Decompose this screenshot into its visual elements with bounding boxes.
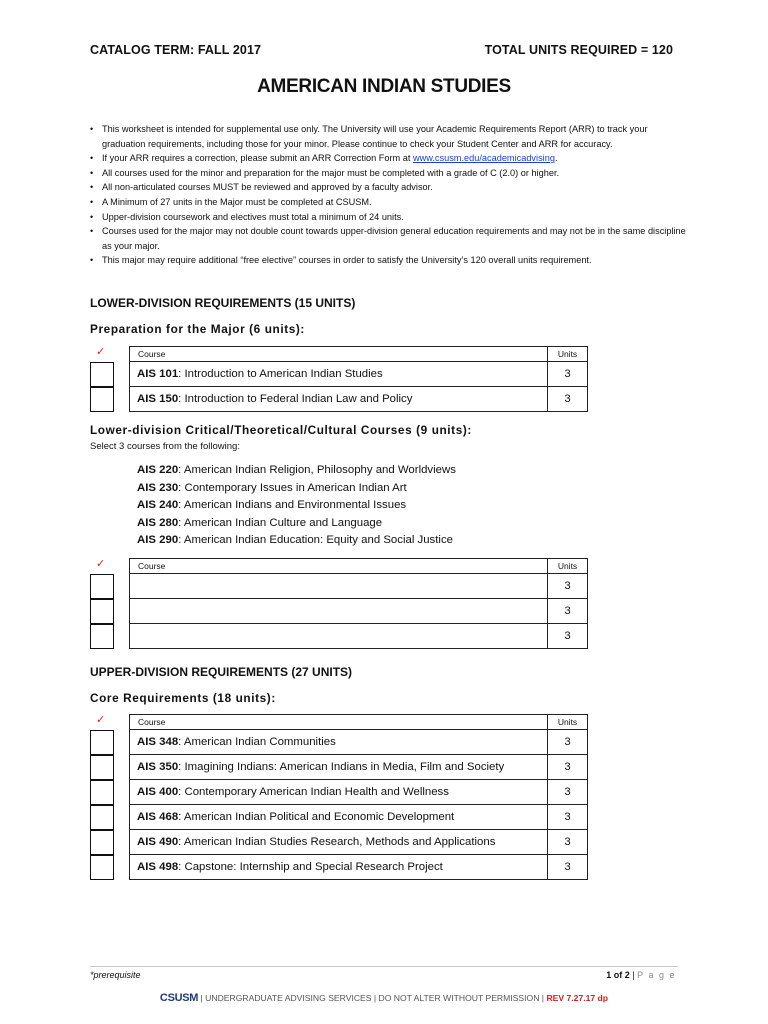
footer-divider <box>90 966 678 967</box>
table-row <box>130 780 588 805</box>
course-column-header: Course <box>130 715 548 730</box>
footer-text: | UNDERGRADUATE ADVISING SERVICES | DO NOT ALTER WITHOUT PERMISSION | <box>198 993 547 1003</box>
list-item: • This worksheet is intended for supplemental use only. The University will use your Academic Requirements Report (ARR) to track your graduation requirements, including those for your minor. Please continue to check your Student Center and ARR for accuracy. <box>90 122 690 151</box>
select-instruction: Select 3 courses from the following: <box>90 441 240 452</box>
total-units-required: TOTAL UNITS REQUIRED = 120 <box>484 43 673 57</box>
list-item: • All non-articulated courses MUST be reviewed and approved by a faculty advisor. <box>90 180 690 195</box>
table-row <box>130 855 588 880</box>
list-item: AIS 290: American Indian Education: Equity and Social Justice <box>137 534 453 546</box>
course-cell: AIS 150: Introduction to Federal Indian Law and Policy <box>130 387 548 412</box>
table-row <box>130 730 588 755</box>
table-row <box>130 362 588 387</box>
units-cell: 3 <box>548 780 588 805</box>
course-cell: AIS 101: Introduction to American Indian Studies <box>130 362 548 387</box>
table-header-row <box>130 715 588 730</box>
completion-checkbox[interactable] <box>90 830 114 855</box>
core-requirements-table <box>129 714 588 880</box>
course-cell: AIS 498: Capstone: Internship and Special Research Project <box>130 855 548 880</box>
core-requirements-heading: Core Requirements (18 units): <box>90 691 276 705</box>
upper-division-heading: UPPER-DIVISION REQUIREMENTS (27 UNITS) <box>90 665 353 679</box>
completion-checkbox[interactable] <box>90 855 114 880</box>
completion-checkbox[interactable] <box>90 755 114 780</box>
worksheet-notes <box>90 122 690 268</box>
csusm-logo: CSUSM <box>159 992 199 1004</box>
prerequisite-note: *prerequisite <box>90 970 141 980</box>
units-cell: 3 <box>548 730 588 755</box>
list-item: • Upper-division coursework and electives must total a minimum of 24 units. <box>90 210 690 225</box>
course-cell: AIS 490: American Indian Studies Research, Methods and Applications <box>130 830 548 855</box>
course-cell: AIS 468: American Indian Political and Economic Development <box>130 805 548 830</box>
course-entry-cell[interactable] <box>130 624 548 649</box>
course-column-header: Course <box>130 559 548 574</box>
course-options-list <box>137 462 456 550</box>
course-cell: AIS 400: Contemporary American Indian Health and Wellness <box>130 780 548 805</box>
units-column-header: Units <box>548 715 588 730</box>
units-cell: 3 <box>548 387 588 412</box>
course-entry-cell[interactable] <box>130 599 548 624</box>
lower-division-heading: LOWER-DIVISION REQUIREMENTS (15 UNITS) <box>90 296 356 310</box>
table-row <box>130 574 588 599</box>
units-cell: 3 <box>548 805 588 830</box>
revision-label: REV 7.27.17 dp <box>546 993 609 1003</box>
completion-checkbox[interactable] <box>90 599 114 624</box>
table-header-row <box>130 559 588 574</box>
list-item: • All courses used for the minor and preparation for the major must be completed with a grade of C (2.0) or higher. <box>90 166 690 181</box>
units-cell: 3 <box>548 755 588 780</box>
footer-bar <box>0 992 768 1004</box>
page-title: AMERICAN INDIAN STUDIES <box>257 76 511 97</box>
list-item: AIS 220: American Indian Religion, Philosophy and Worldviews <box>137 464 456 476</box>
list-item: AIS 280: American Indian Culture and Language <box>137 516 383 529</box>
table-row <box>130 830 588 855</box>
units-cell: 3 <box>548 855 588 880</box>
course-cell: AIS 348: American Indian Communities <box>130 730 548 755</box>
units-cell: 3 <box>548 830 588 855</box>
completion-checkbox[interactable] <box>90 387 114 412</box>
units-column-header: Units <box>548 347 588 362</box>
completion-checkbox[interactable] <box>90 805 114 830</box>
table-row <box>130 755 588 780</box>
list-item: • Courses used for the major may not double count towards upper-division general education requirements and may not be in the same discipline as your major. <box>90 224 690 253</box>
table-row <box>130 805 588 830</box>
table-row <box>130 599 588 624</box>
table-row <box>130 624 588 649</box>
academic-advising-link[interactable]: www.csusm.edu/academicadvising <box>412 153 555 164</box>
course-cell: AIS 350: Imagining Indians: American Indians in Media, Film and Society <box>130 755 548 780</box>
checkmark-icon: ✓ <box>96 558 106 570</box>
preparation-heading: Preparation for the Major (6 units): <box>90 322 305 336</box>
units-cell: 3 <box>548 574 588 599</box>
page-number: 1 of 2 | P a g e <box>606 970 676 980</box>
list-item: • A Minimum of 27 units in the Major must be completed at CSUSM. <box>90 195 690 210</box>
list-item: AIS 240: American Indians and Environmental Issues <box>137 499 407 511</box>
critical-courses-table <box>129 558 588 649</box>
table-header-row <box>130 347 588 362</box>
completion-checkbox[interactable] <box>90 624 114 649</box>
units-cell: 3 <box>548 624 588 649</box>
list-item: • If your ARR requires a correction, please submit an ARR Correction Form at www.csusm.edu/academicadvising. <box>90 151 690 166</box>
catalog-term: CATALOG TERM: FALL 2017 <box>90 43 262 57</box>
course-column-header: Course <box>130 347 548 362</box>
units-cell: 3 <box>548 599 588 624</box>
units-cell: 3 <box>548 362 588 387</box>
list-item: • This major may require additional “free elective” courses in order to satisfy the University’s 120 overall units requirement. <box>90 253 690 268</box>
completion-checkbox[interactable] <box>90 574 114 599</box>
list-item: AIS 230: Contemporary Issues in American Indian Art <box>137 481 407 494</box>
course-entry-cell[interactable] <box>130 574 548 599</box>
table-row <box>130 387 588 412</box>
checkmark-icon: ✓ <box>96 346 106 358</box>
completion-checkbox[interactable] <box>90 730 114 755</box>
completion-checkbox[interactable] <box>90 780 114 805</box>
critical-courses-heading: Lower-division Critical/Theoretical/Cultural Courses (9 units): <box>90 423 472 437</box>
completion-checkbox[interactable] <box>90 362 114 387</box>
units-column-header: Units <box>548 559 588 574</box>
preparation-table <box>129 346 588 412</box>
checkmark-icon: ✓ <box>96 714 106 726</box>
